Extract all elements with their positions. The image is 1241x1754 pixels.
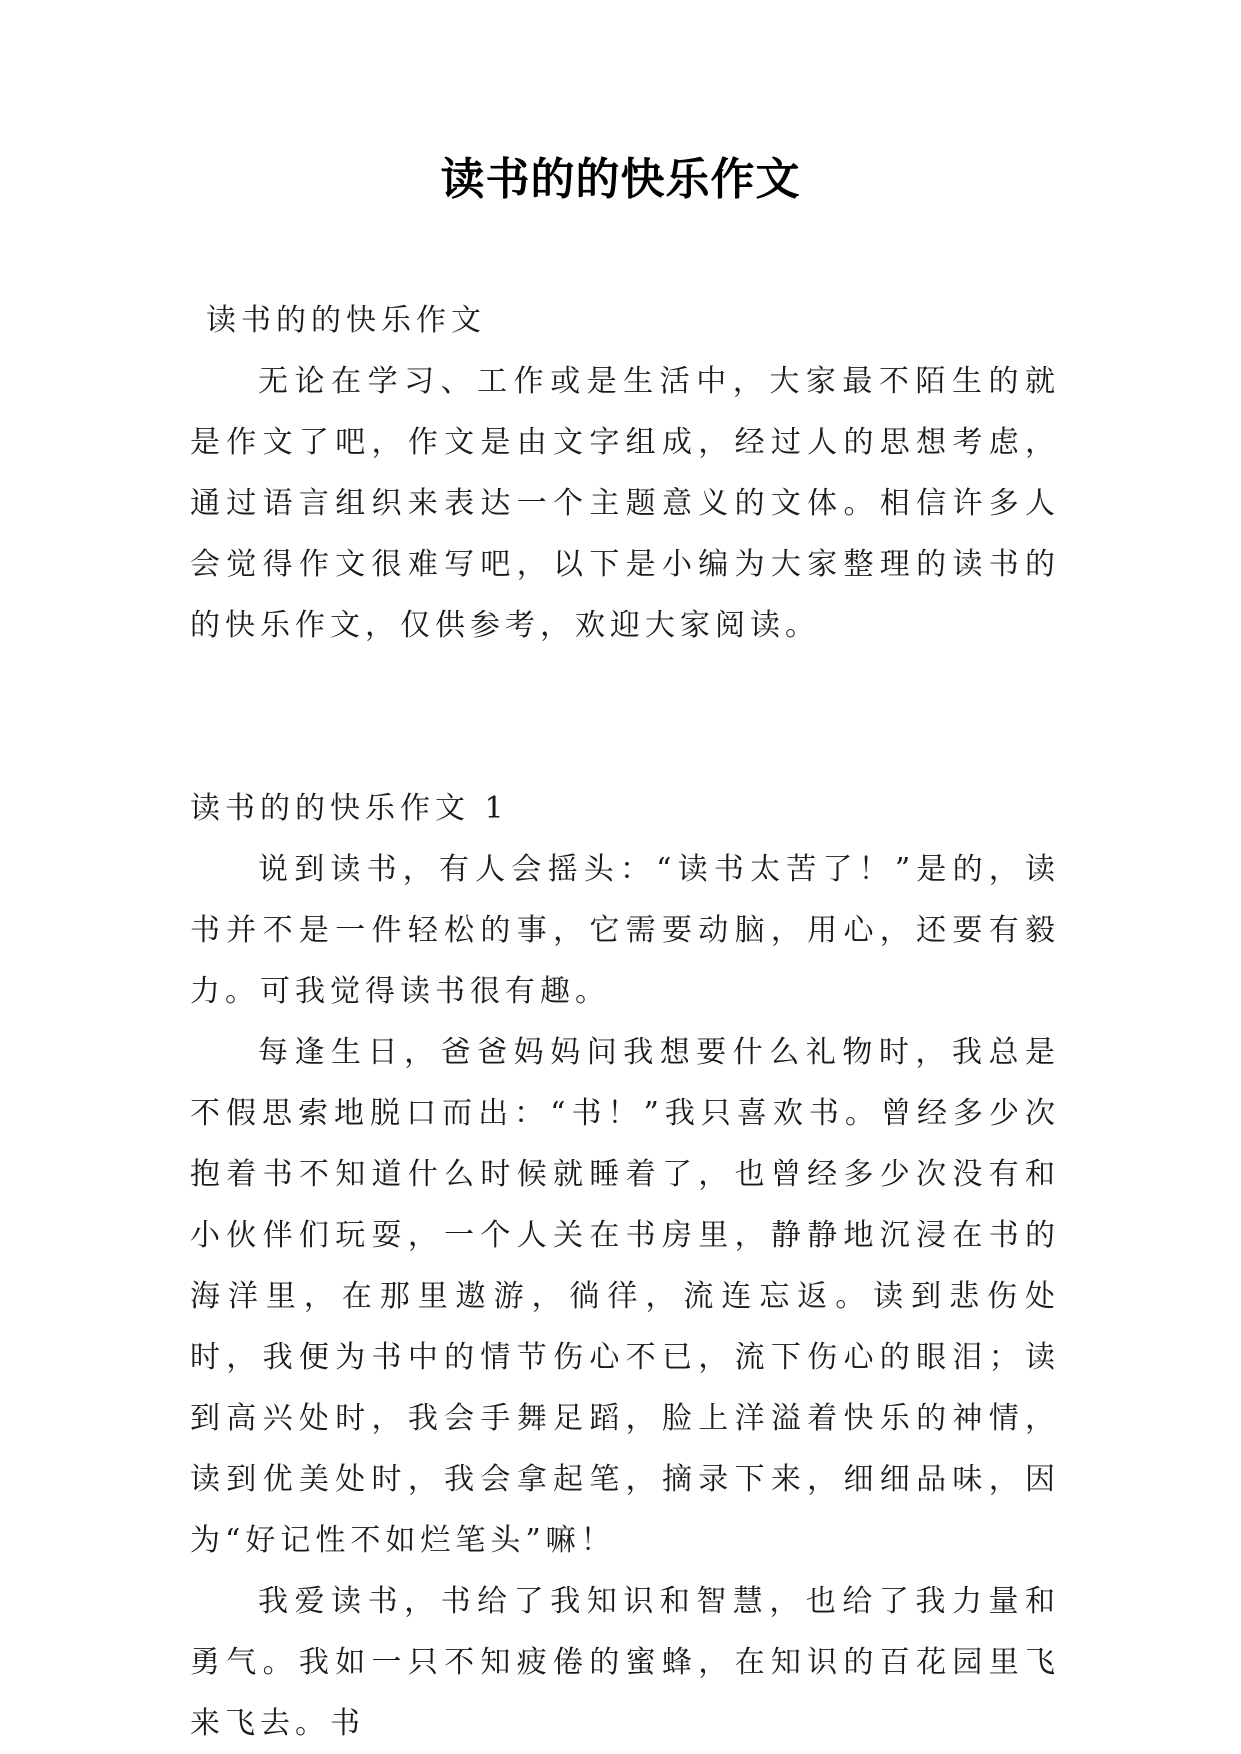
essay-paragraph-2: 每逢生日，爸爸妈妈问我想要什么礼物时，我总是不假思索地脱口而出：“书！”我只喜欢书。曾经多少次抱着书不知道什么时候就睡着了，也曾经多少次没有和小伙伴们玩耍，一个人关在书房里，静静地沉浸在书的海洋里，在那里遨游，徜徉，流连忘返。读到悲伤处时，我便为书中的情节伤心不已，流下伤心的眼泪；读到高兴处时，我会手舞足蹈，脸上洋溢着快乐的神情，读到优美处时，我会拿起笔，摘录下来，细细品味，因为“好记性不如烂笔头”嘛！ xyxy=(190,1035,1060,1558)
intro-subtitle: 读书的的快乐作文 xyxy=(206,303,486,338)
document-title: 读书的的快乐作文 xyxy=(440,154,801,205)
intro-paragraph: 无论在学习、工作或是生活中，大家最不陌生的就是作文了吧，作文是由文字组成，经过人的思想考虑，通过语言组织来表达一个主题意义的文体。相信许多人会觉得作文很难写吧，以下是小编为大家整理的读书的的快乐作文，仅供参考，欢迎大家阅读。 xyxy=(190,364,1060,643)
section-spacer xyxy=(190,656,1060,778)
document-body xyxy=(190,290,1060,1754)
essay-heading: 读书的的快乐作文 1 xyxy=(190,791,509,826)
essay-paragraph-3: 我爱读书，书给了我知识和智慧，也给了我力量和勇气。我如一只不知疲倦的蜜蜂，在知识的百花园里飞来飞去。书 xyxy=(190,1584,1060,1741)
essay-paragraph-1: 说到读书，有人会摇头：“读书太苦了！”是的，读书并不是一件轻松的事，它需要动脑，用心，还要有毅力。可我觉得读书很有趣。 xyxy=(190,852,1060,1009)
